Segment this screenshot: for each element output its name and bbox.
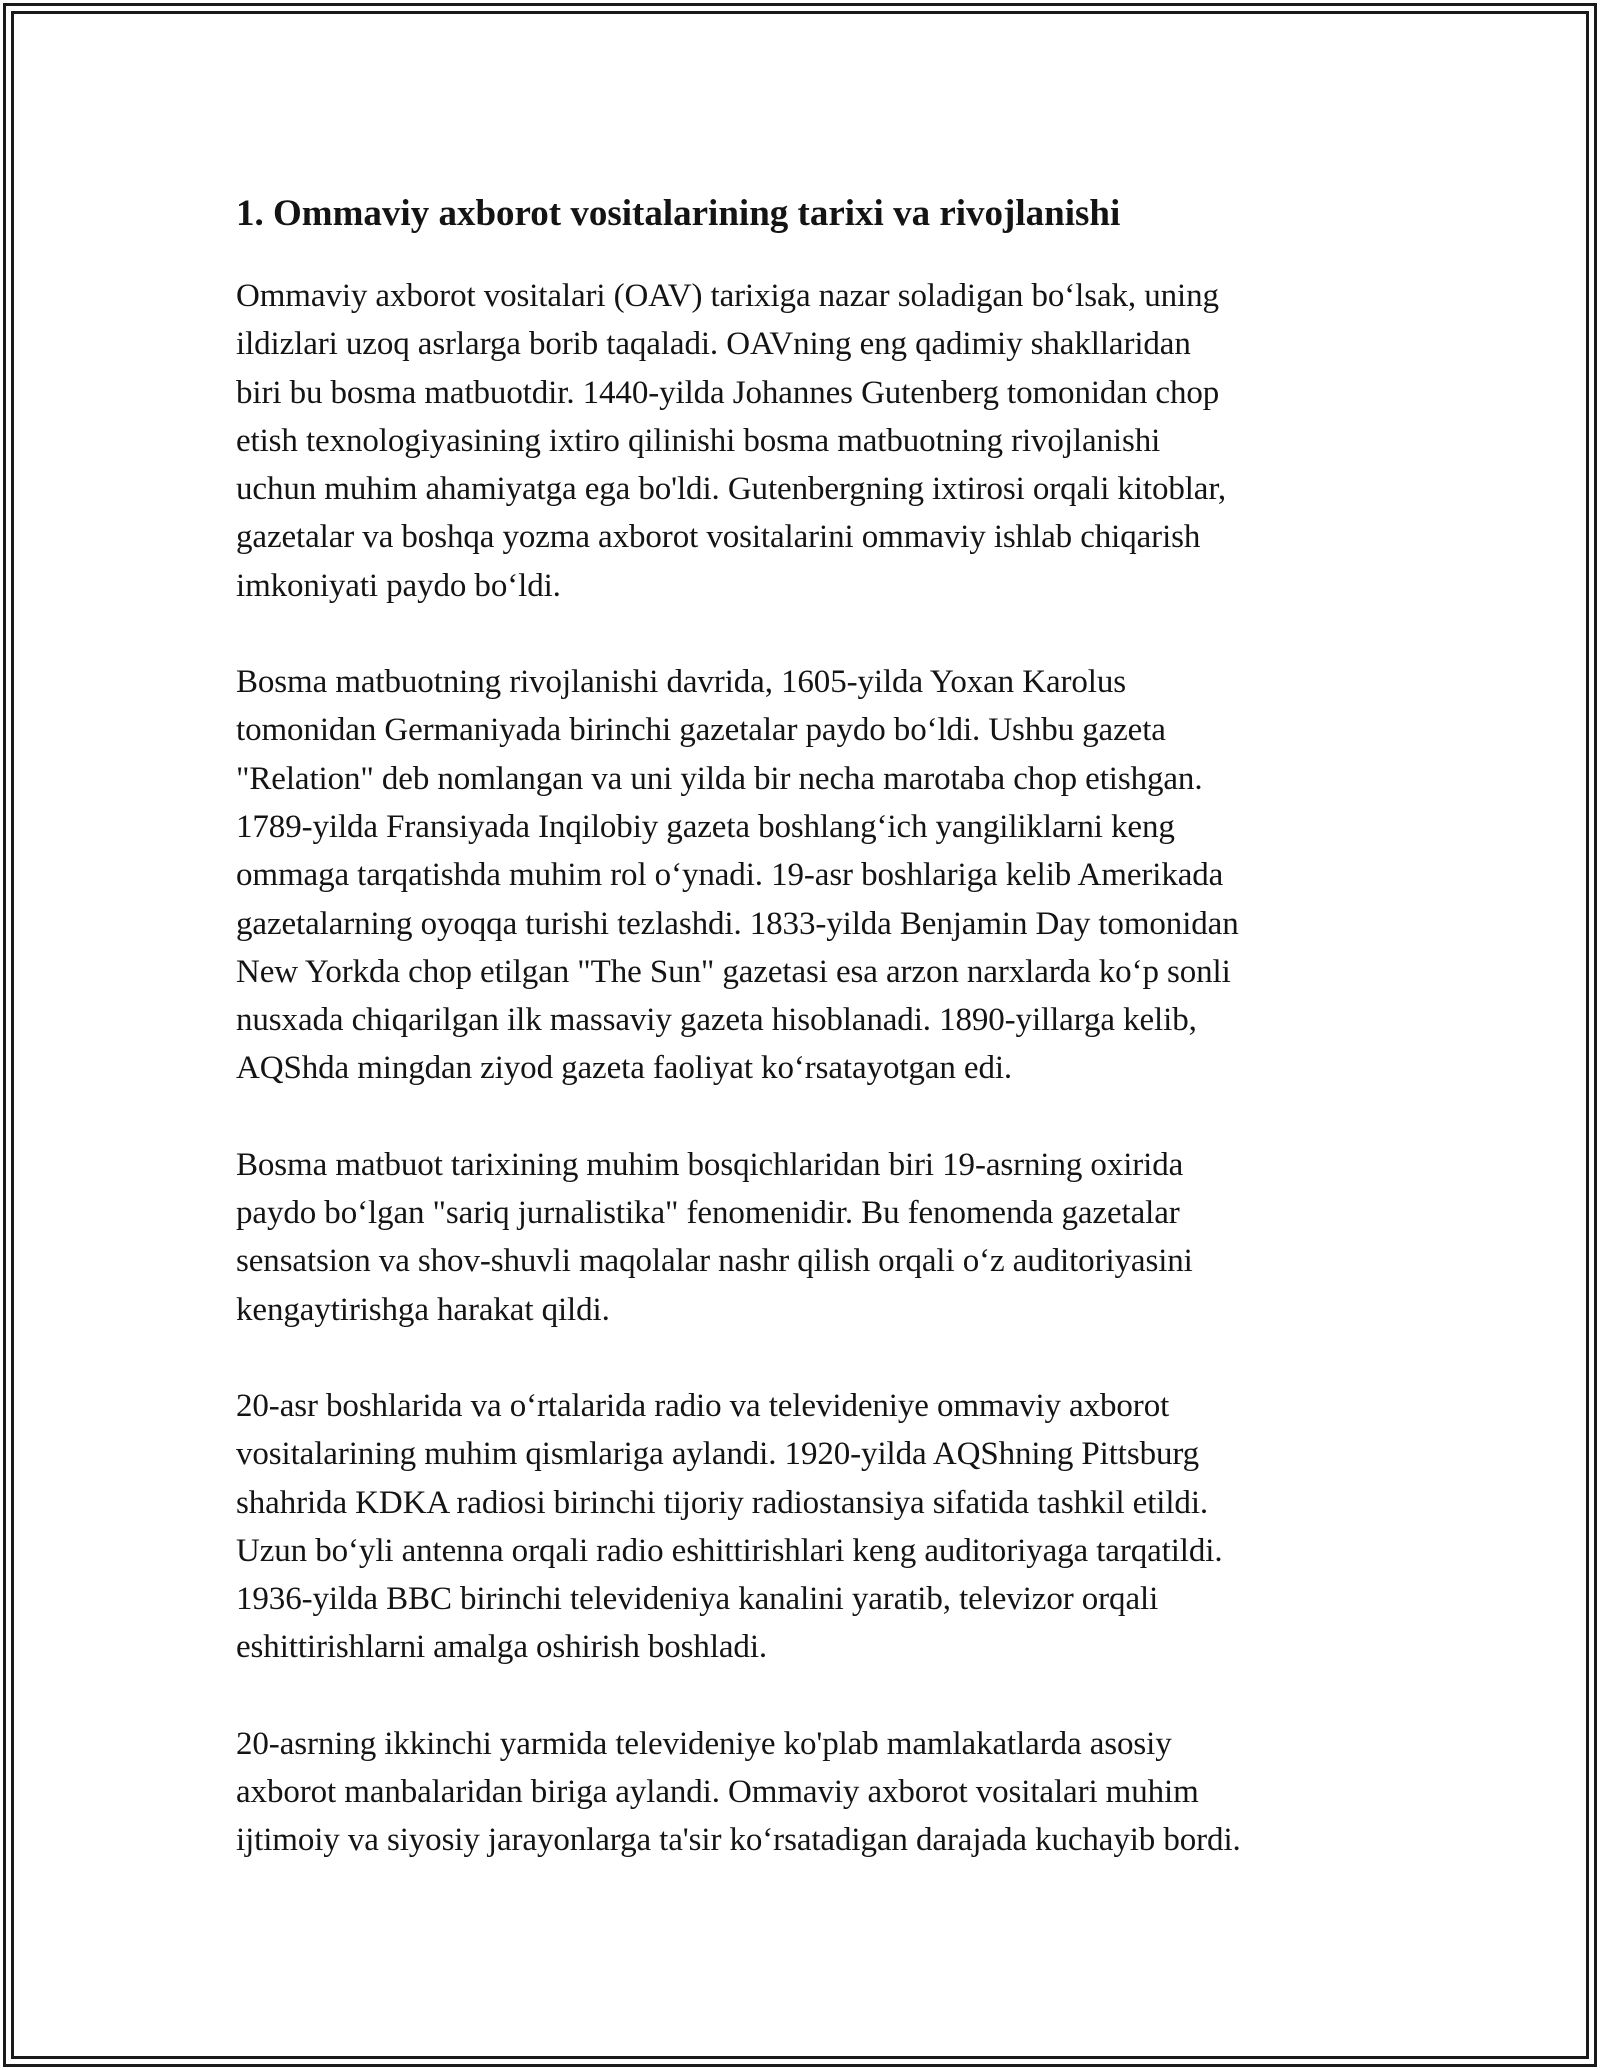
section-title: 1. Ommaviy axborot vositalarining tarixi va rivojlanishi — [236, 193, 1121, 234]
paragraph-2 — [236, 658, 1376, 1093]
paragraph-1 — [236, 272, 1376, 610]
text-line: paydo bo‘lgan "sariq jurnalistika" fenomenidir. Bu fenomenda gazetalar — [236, 1195, 1180, 1232]
text-line: 20-asr boshlarida va o‘rtalarida radio va televideniye ommaviy axborot — [236, 1387, 1170, 1424]
text-line: tomonidan Germaniyada birinchi gazetalar paydo bo‘ldi. Ushbu gazeta — [236, 712, 1166, 749]
text-line: 1936-yilda BBC birinchi televideniya kanalini yaratib, televizor orqali — [236, 1581, 1159, 1618]
text-line: 1789-yilda Fransiyada Inqilobiy gazeta boshlang‘ich yangiliklarni keng — [236, 808, 1175, 845]
text-line: eshittirishlarni amalga oshirish boshladi. — [236, 1629, 768, 1666]
text-line: 20-asrning ikkinchi yarmida televideniye ko'plab mamlakatlarda asosiy — [236, 1725, 1172, 1762]
text-line: imkoniyati paydo bo‘ldi. — [236, 567, 561, 604]
paragraph-4 — [236, 1382, 1376, 1672]
text-line: kengaytirishga harakat qildi. — [236, 1291, 610, 1328]
text-line: biri bu bosma matbuotdir. 1440-yilda Johannes Gutenberg tomonidan chop — [236, 374, 1220, 411]
text-line: Bosma matbuotning rivojlanishi davrida, 1605-yilda Yoxan Karolus — [236, 664, 1127, 701]
text-line: "Relation" deb nomlangan va uni yilda bir necha marotaba chop etishgan. — [236, 760, 1203, 797]
text-line: Bosma matbuot tarixining muhim bosqichlaridan biri 19-asrning oxirida — [236, 1146, 1184, 1183]
text-line: gazetalar va boshqa yozma axborot vositalarini ommaviy ishlab chiqarish — [236, 519, 1201, 556]
text-line: Ommaviy axborot vositalari (OAV) tarixiga nazar soladigan bo‘lsak, uning — [236, 278, 1219, 314]
text-line: gazetalarning oyoqqa turishi tezlashdi. 1833-yilda Benjamin Day tomonidan — [236, 905, 1239, 942]
text-line: New Yorkda chop etilgan "The Sun" gazetasi esa arzon narxlarda ko‘p sonli — [236, 953, 1231, 990]
paragraph-5 — [236, 1720, 1376, 1865]
text-line: axborot manbalaridan biriga aylandi. Ommaviy axborot vositalari muhim — [236, 1774, 1199, 1811]
text-line: shahrida KDKA radiosi birinchi tijoriy radiostansiya sifatida tashkil etildi. — [236, 1484, 1209, 1521]
text-line: ildizlari uzoq asrlarga borib taqaladi. OAVning eng qadimiy shakllaridan — [236, 326, 1191, 363]
text-line: ommaga tarqatishda muhim rol o‘ynadi. 19-asr boshlariga kelib Amerikada — [236, 857, 1224, 894]
paragraph-3 — [236, 1141, 1376, 1334]
document-body — [236, 186, 1376, 1913]
text-line: nusxada chiqarilgan ilk massaviy gazeta hisoblanadi. 1890-yillarga kelib, — [236, 1002, 1197, 1039]
text-line: uchun muhim ahamiyatga ega bo'ldi. Gutenbergning ixtirosi orqali kitoblar, — [236, 471, 1227, 508]
text-line: sensatsion va shov-shuvli maqolalar nashr qilish orqali o‘z auditoriyasini — [236, 1243, 1193, 1280]
text-line: vositalarining muhim qismlariga aylandi. 1920-yilda AQShning Pittsburg — [236, 1436, 1200, 1473]
text-line: Uzun bo‘yli antenna orqali radio eshittirishlari keng auditoriyaga tarqatildi. — [236, 1532, 1223, 1569]
text-line: AQShda mingdan ziyod gazeta faoliyat ko‘rsatayotgan edi. — [236, 1050, 1013, 1087]
text-line: ijtimoiy va siyosiy jarayonlarga ta'sir ko‘rsatadigan darajada kuchayib bordi. — [236, 1822, 1241, 1859]
text-line: etish texnologiyasining ixtiro qilinishi bosma matbuotning rivojlanishi — [236, 422, 1161, 459]
